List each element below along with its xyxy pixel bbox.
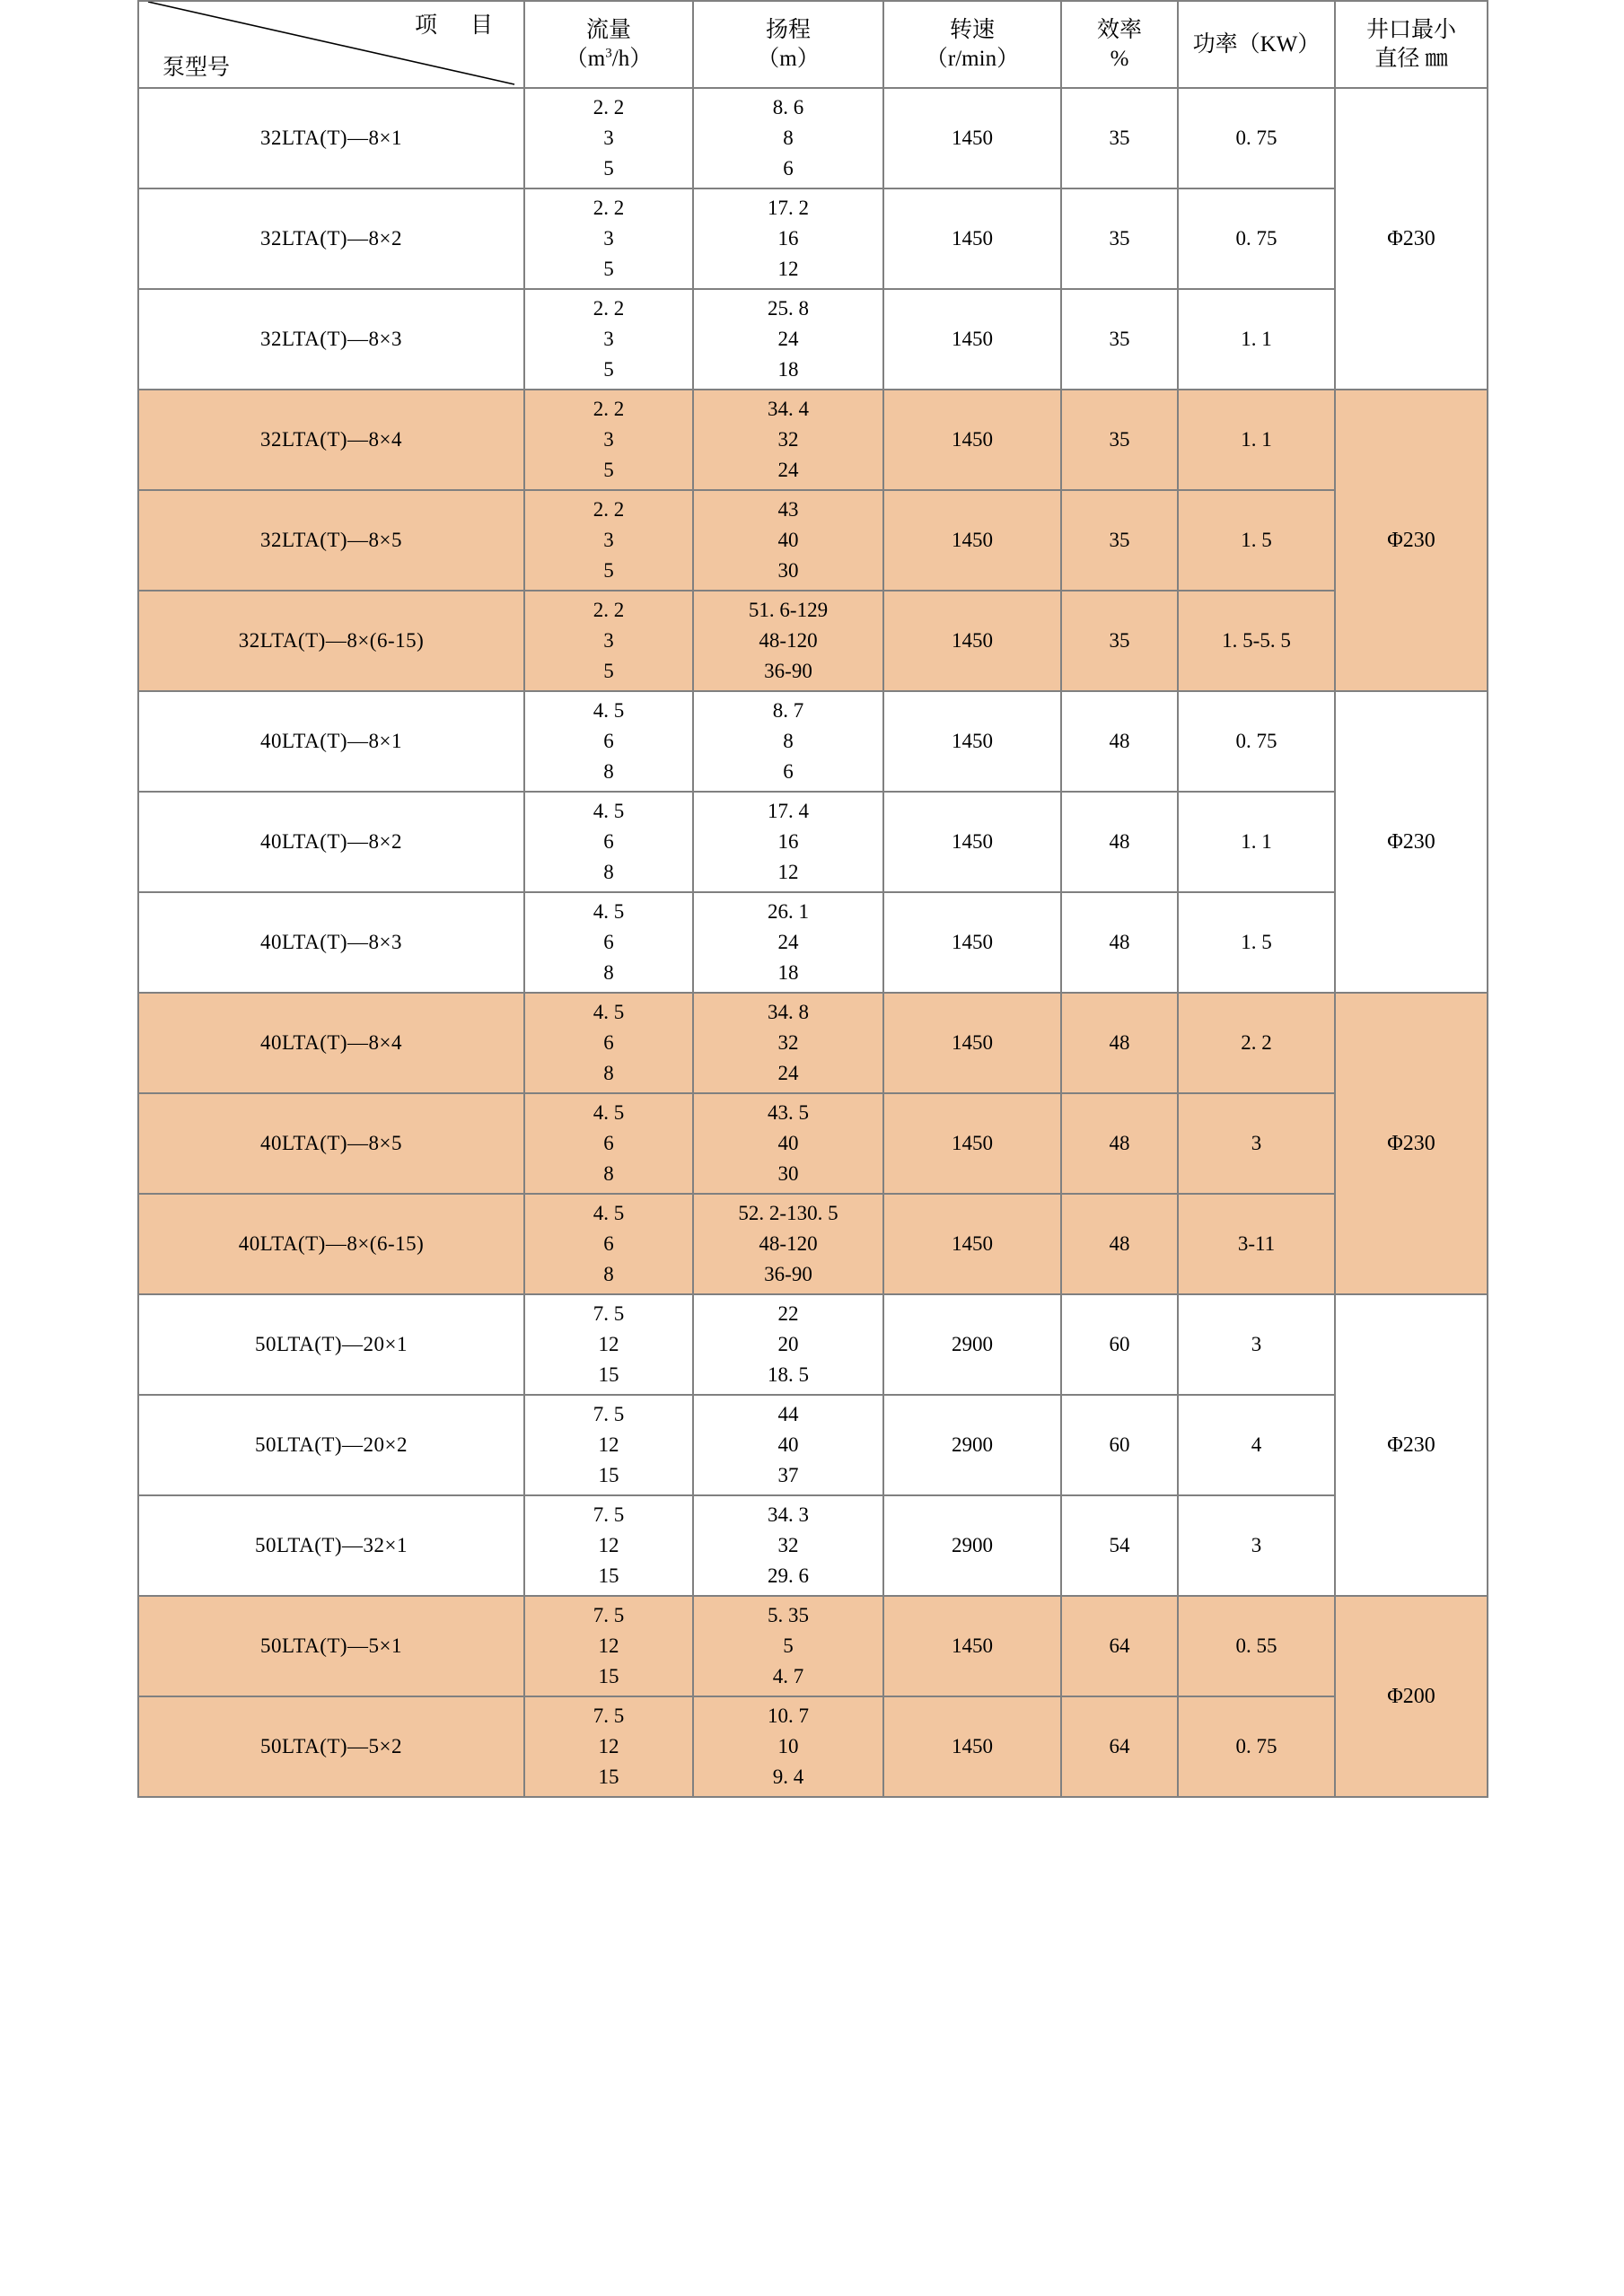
flow-value: 3: [603, 226, 614, 250]
head-value: 32: [777, 1533, 799, 1556]
table-row: [138, 591, 1488, 691]
flow-value: 7. 5: [593, 1503, 625, 1526]
head-value: 30: [777, 1162, 799, 1186]
flow-value: 4. 5: [593, 1000, 625, 1023]
head-value: 6: [783, 157, 794, 180]
head-value: 4. 7: [772, 1665, 804, 1688]
cell-power: 0. 75: [1178, 188, 1335, 289]
cell-speed: 2900: [883, 1294, 1061, 1395]
flow-value: 8: [603, 1162, 614, 1186]
cell-well-min-diameter: Φ230: [1335, 88, 1488, 390]
head-value: 8. 7: [772, 698, 804, 722]
head-value: 36-90: [764, 660, 812, 683]
table-row: [138, 1495, 1488, 1596]
flow-value: 3: [603, 628, 614, 652]
flow-value: 6: [603, 930, 614, 953]
flow-value: 8: [603, 861, 614, 884]
cell-flow: [524, 792, 693, 892]
head-value: 18: [777, 961, 799, 985]
cell-power: 0. 75: [1178, 1696, 1335, 1797]
header-power-line1: 功率（KW）: [1192, 31, 1321, 57]
flow-value: 15: [598, 1464, 619, 1487]
flow-value: 4. 5: [593, 899, 625, 923]
header-row: [138, 1, 1488, 88]
cell-head: [693, 1495, 883, 1596]
flow-value: 5: [603, 559, 614, 583]
header-efficiency-line2: %: [1110, 46, 1129, 71]
cell-flow: [524, 1596, 693, 1696]
cell-speed: 1450: [883, 490, 1061, 591]
flow-value: 12: [598, 1634, 619, 1657]
cell-speed: 1450: [883, 993, 1061, 1093]
cell-well-min-diameter: Φ230: [1335, 691, 1488, 993]
cell-efficiency: 54: [1061, 1495, 1178, 1596]
cell-speed: 1450: [883, 88, 1061, 188]
cell-pump-model: 50LTA(T)—20×1: [138, 1294, 524, 1395]
cell-pump-model: 40LTA(T)—8×(6-15): [138, 1194, 524, 1294]
flow-value: 4. 5: [593, 1100, 625, 1124]
cell-pump-model: 40LTA(T)—8×4: [138, 993, 524, 1093]
flow-value: 8: [603, 1062, 614, 1085]
head-value: 24: [777, 459, 799, 482]
head-value: 34. 8: [768, 1000, 809, 1023]
cell-efficiency: 35: [1061, 591, 1178, 691]
header-efficiency: [1061, 1, 1178, 88]
cell-head: [693, 1194, 883, 1294]
flow-value: 6: [603, 1030, 614, 1054]
cell-power: 3: [1178, 1495, 1335, 1596]
flow-value: 3: [603, 528, 614, 551]
head-value: 30: [777, 559, 799, 583]
cell-pump-model: 32LTA(T)—8×5: [138, 490, 524, 591]
cell-speed: 1450: [883, 289, 1061, 390]
head-value: 16: [777, 226, 799, 250]
table-row: [138, 1596, 1488, 1696]
cell-head: [693, 591, 883, 691]
cell-flow: [524, 892, 693, 993]
head-value: 48-120: [759, 1231, 818, 1255]
cell-head: [693, 1696, 883, 1797]
cell-power: 2. 2: [1178, 993, 1335, 1093]
cell-efficiency: 35: [1061, 88, 1178, 188]
flow-value: 4. 5: [593, 1201, 625, 1224]
cell-flow: [524, 1194, 693, 1294]
cell-efficiency: 48: [1061, 1093, 1178, 1194]
cell-head: [693, 188, 883, 289]
head-value: 32: [777, 427, 799, 451]
flow-value: 5: [603, 258, 614, 281]
head-value: 34. 3: [768, 1503, 809, 1526]
flow-value: 5: [603, 660, 614, 683]
cell-efficiency: 48: [1061, 691, 1178, 792]
cell-speed: 1450: [883, 1596, 1061, 1696]
cell-head: [693, 1596, 883, 1696]
table-row: [138, 1093, 1488, 1194]
flow-value: 3: [603, 126, 614, 149]
flow-value: 3: [603, 427, 614, 451]
cell-flow: [524, 188, 693, 289]
cell-pump-model: 32LTA(T)—8×3: [138, 289, 524, 390]
cell-power: 3: [1178, 1294, 1335, 1395]
cell-power: 3: [1178, 1093, 1335, 1194]
cell-power: 1. 5: [1178, 892, 1335, 993]
cell-efficiency: 48: [1061, 792, 1178, 892]
cell-speed: 1450: [883, 1093, 1061, 1194]
head-value: 29. 6: [768, 1564, 809, 1588]
head-value: 10: [777, 1734, 799, 1757]
flow-value: 8: [603, 961, 614, 985]
table-row: [138, 88, 1488, 188]
cell-efficiency: 35: [1061, 188, 1178, 289]
flow-value: 2. 2: [593, 296, 625, 320]
cell-flow: [524, 1093, 693, 1194]
cell-pump-model: 50LTA(T)—5×2: [138, 1696, 524, 1797]
header-head: [693, 1, 883, 88]
flow-value: 2. 2: [593, 95, 625, 118]
cell-head: [693, 390, 883, 490]
cell-pump-model: 50LTA(T)—5×1: [138, 1596, 524, 1696]
head-value: 32: [777, 1030, 799, 1054]
flow-value: 15: [598, 1665, 619, 1688]
cell-well-min-diameter: Φ230: [1335, 993, 1488, 1294]
cell-flow: [524, 1294, 693, 1395]
header-flow-unit-post: /h）: [611, 46, 653, 71]
head-value: 5. 35: [768, 1603, 809, 1626]
header-corner-cell: [138, 1, 524, 88]
head-value: 5: [783, 1634, 794, 1657]
cell-efficiency: 48: [1061, 892, 1178, 993]
flow-value: 12: [598, 1433, 619, 1456]
head-value: 37: [777, 1464, 799, 1487]
flow-value: 12: [598, 1533, 619, 1556]
head-value: 48-120: [759, 628, 818, 652]
flow-value: 4. 5: [593, 698, 625, 722]
flow-value: 15: [598, 1363, 619, 1387]
head-value: 20: [777, 1332, 799, 1355]
cell-head: [693, 1395, 883, 1495]
head-value: 44: [777, 1402, 799, 1425]
table-row: [138, 792, 1488, 892]
header-flow: [524, 1, 693, 88]
pump-specification-table: [137, 0, 1488, 1798]
cell-pump-model: 32LTA(T)—8×2: [138, 188, 524, 289]
head-value: 8. 6: [772, 95, 804, 118]
head-value: 22: [777, 1301, 799, 1325]
head-value: 12: [777, 258, 799, 281]
table-row: [138, 188, 1488, 289]
cell-efficiency: 48: [1061, 1194, 1178, 1294]
header-power: [1178, 1, 1335, 88]
cell-speed: 1450: [883, 1194, 1061, 1294]
cell-pump-model: 40LTA(T)—8×1: [138, 691, 524, 792]
head-value: 34. 4: [768, 397, 809, 420]
cell-pump-model: 40LTA(T)—8×2: [138, 792, 524, 892]
flow-value: 7. 5: [593, 1402, 625, 1425]
table-body: [138, 88, 1488, 1797]
table-row: [138, 289, 1488, 390]
head-value: 43. 5: [768, 1100, 809, 1124]
flow-value: 6: [603, 729, 614, 752]
table-row: [138, 1194, 1488, 1294]
cell-head: [693, 289, 883, 390]
cell-efficiency: 35: [1061, 289, 1178, 390]
head-value: 10. 7: [768, 1704, 809, 1727]
cell-pump-model: 32LTA(T)—8×1: [138, 88, 524, 188]
head-value: 24: [777, 1062, 799, 1085]
cell-flow: [524, 1395, 693, 1495]
cell-pump-model: 32LTA(T)—8×(6-15): [138, 591, 524, 691]
head-value: 40: [777, 1131, 799, 1154]
header-diameter-line2: 直径 ㎜: [1374, 46, 1448, 71]
head-value: 18: [777, 358, 799, 381]
cell-power: 1. 5-5. 5: [1178, 591, 1335, 691]
cell-speed: 1450: [883, 591, 1061, 691]
head-value: 9. 4: [772, 1766, 804, 1789]
flow-value: 15: [598, 1766, 619, 1789]
cell-pump-model: 40LTA(T)—8×5: [138, 1093, 524, 1194]
cell-speed: 1450: [883, 691, 1061, 792]
cell-power: 4: [1178, 1395, 1335, 1495]
flow-value: 5: [603, 157, 614, 180]
head-value: 24: [777, 327, 799, 350]
flow-value: 8: [603, 1263, 614, 1286]
head-value: 17. 4: [768, 799, 809, 822]
cell-flow: [524, 591, 693, 691]
head-value: 36-90: [764, 1263, 812, 1286]
table-row: [138, 1395, 1488, 1495]
head-value: 43: [777, 497, 799, 521]
head-value: 40: [777, 528, 799, 551]
table-row: [138, 490, 1488, 591]
head-value: 24: [777, 930, 799, 953]
flow-value: 15: [598, 1564, 619, 1588]
cell-head: [693, 892, 883, 993]
header-speed-line2: （r/min）: [925, 46, 1020, 71]
cell-power: 0. 75: [1178, 88, 1335, 188]
cell-well-min-diameter: Φ230: [1335, 390, 1488, 691]
flow-value: 8: [603, 760, 614, 784]
cell-efficiency: 35: [1061, 390, 1178, 490]
table-row: [138, 1294, 1488, 1395]
table-row: [138, 691, 1488, 792]
header-flow-line1: 流量: [585, 18, 631, 43]
head-value: 52. 2-130. 5: [738, 1201, 838, 1224]
head-value: 17. 2: [768, 196, 809, 219]
cell-power: 0. 75: [1178, 691, 1335, 792]
cell-power: 1. 5: [1178, 490, 1335, 591]
table-row: [138, 390, 1488, 490]
cell-pump-model: 50LTA(T)—20×2: [138, 1395, 524, 1495]
flow-value: 6: [603, 1231, 614, 1255]
header-corner-bottom-label: 泵型号: [162, 56, 231, 80]
cell-pump-model: 40LTA(T)—8×3: [138, 892, 524, 993]
cell-head: [693, 1093, 883, 1194]
cell-speed: 1450: [883, 792, 1061, 892]
cell-flow: [524, 490, 693, 591]
header-diameter-line1: 井口最小: [1365, 18, 1456, 43]
flow-value: 2. 2: [593, 497, 625, 521]
cell-head: [693, 88, 883, 188]
head-value: 51. 6-129: [748, 598, 829, 621]
header-flow-unit-sup: 3: [605, 46, 612, 61]
cell-head: [693, 993, 883, 1093]
cell-efficiency: 60: [1061, 1294, 1178, 1395]
header-efficiency-line1: 效率: [1096, 18, 1142, 43]
cell-efficiency: 48: [1061, 993, 1178, 1093]
flow-value: 7. 5: [593, 1603, 625, 1626]
cell-flow: [524, 289, 693, 390]
flow-value: 5: [603, 459, 614, 482]
cell-efficiency: 60: [1061, 1395, 1178, 1495]
table-row: [138, 1696, 1488, 1797]
cell-head: [693, 490, 883, 591]
cell-speed: 2900: [883, 1395, 1061, 1495]
cell-power: 1. 1: [1178, 289, 1335, 390]
cell-flow: [524, 1495, 693, 1596]
header-head-line1: 扬程: [765, 18, 811, 43]
cell-head: [693, 691, 883, 792]
header-head-line2: （m）: [757, 46, 820, 71]
cell-flow: [524, 1696, 693, 1797]
flow-value: 12: [598, 1734, 619, 1757]
cell-speed: 1450: [883, 1696, 1061, 1797]
flow-value: 2. 2: [593, 598, 625, 621]
cell-pump-model: 32LTA(T)—8×4: [138, 390, 524, 490]
cell-speed: 2900: [883, 1495, 1061, 1596]
header-diameter: [1335, 1, 1488, 88]
head-value: 40: [777, 1433, 799, 1456]
table-row: [138, 892, 1488, 993]
head-value: 8: [783, 729, 794, 752]
cell-head: [693, 792, 883, 892]
cell-power: 1. 1: [1178, 792, 1335, 892]
head-value: 16: [777, 829, 799, 853]
cell-efficiency: 64: [1061, 1696, 1178, 1797]
cell-well-min-diameter: Φ200: [1335, 1596, 1488, 1797]
flow-value: 2. 2: [593, 196, 625, 219]
cell-speed: 1450: [883, 892, 1061, 993]
cell-flow: [524, 691, 693, 792]
cell-efficiency: 35: [1061, 490, 1178, 591]
cell-pump-model: 50LTA(T)—32×1: [138, 1495, 524, 1596]
cell-well-min-diameter: Φ230: [1335, 1294, 1488, 1596]
header-speed: [883, 1, 1061, 88]
flow-value: 12: [598, 1332, 619, 1355]
header-flow-line2: [525, 45, 692, 73]
head-value: 12: [777, 861, 799, 884]
cell-flow: [524, 993, 693, 1093]
head-value: 25. 8: [768, 296, 809, 320]
cell-head: [693, 1294, 883, 1395]
head-value: 6: [783, 760, 794, 784]
cell-flow: [524, 390, 693, 490]
flow-value: 5: [603, 358, 614, 381]
header-flow-unit-pre: （m: [565, 46, 606, 71]
table-header: [138, 1, 1488, 88]
flow-value: 7. 5: [593, 1301, 625, 1325]
cell-power: 0. 55: [1178, 1596, 1335, 1696]
header-corner-top-label: 项 目: [414, 13, 498, 38]
flow-value: 2. 2: [593, 397, 625, 420]
flow-value: 4. 5: [593, 799, 625, 822]
head-value: 26. 1: [768, 899, 809, 923]
cell-efficiency: 64: [1061, 1596, 1178, 1696]
flow-value: 3: [603, 327, 614, 350]
flow-value: 6: [603, 829, 614, 853]
cell-power: 1. 1: [1178, 390, 1335, 490]
cell-flow: [524, 88, 693, 188]
cell-power: 3-11: [1178, 1194, 1335, 1294]
cell-speed: 1450: [883, 188, 1061, 289]
flow-value: 7. 5: [593, 1704, 625, 1727]
head-value: 8: [783, 126, 794, 149]
head-value: 18. 5: [768, 1363, 809, 1387]
flow-value: 6: [603, 1131, 614, 1154]
cell-speed: 1450: [883, 390, 1061, 490]
table-row: [138, 993, 1488, 1093]
header-speed-line1: 转速: [949, 18, 995, 43]
